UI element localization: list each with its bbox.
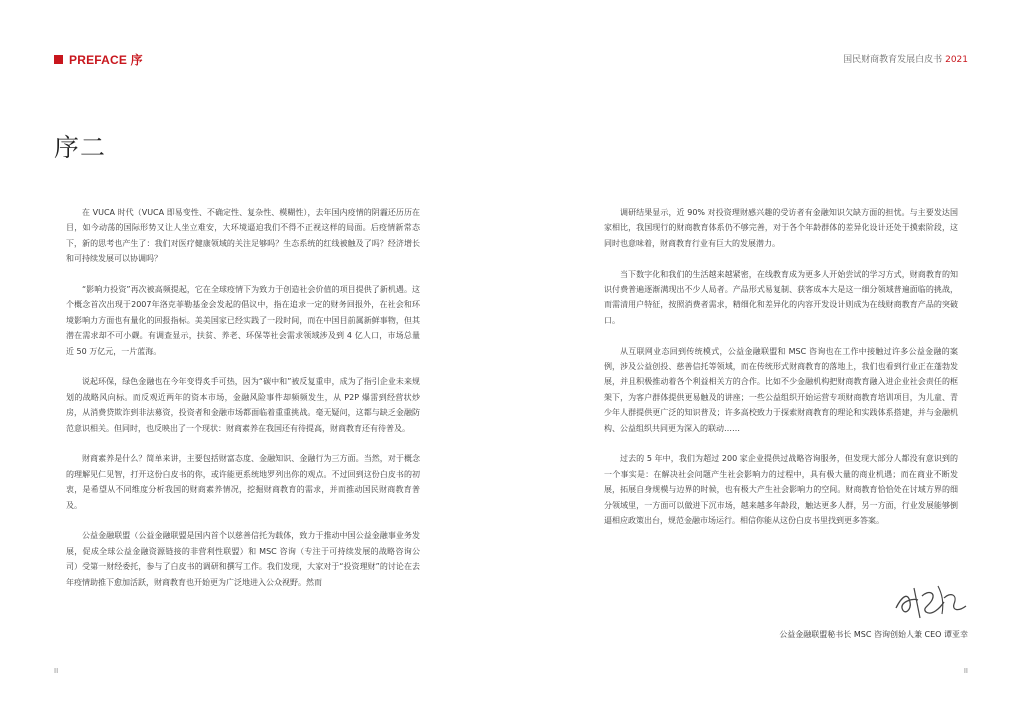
right-paragraph: 当下数字化和我们的生活越来越紧密，在线教育成为更多人开始尝试的学习方式，财商教育的知识付费普遍逐渐满现出不少人局者。产品形式易复制、获客成本大是这一细分领域普遍面临的挑战，而需清用户特征，按照消费者需求，精细化和差异化的内容开发设计则成为在线财商教育产品的突破口。 [604, 269, 958, 325]
left-paragraph: “影响力投资”再次被高频提起，它在全球疫情下为致力于创造社会价值的项目提供了新机遇。这个概念首次出现于2007年洛克菲勒基金会发起的倡议中，指在追求一定的财务回报外，在社会和环境影响力方面也有量化的回报指标。美美国家已经实践了一段时间，而在中国目前属新鲜事物，但其潜在需求却不可小觑。有调查显示，扶贫、养老、环保等社会需求领域涉及到 4 亿人口，市场总量近 50 万亿元，一片蓝海。 [66, 285, 420, 356]
left-column [66, 205, 420, 605]
left-paragraph: 公益金融联盟（公益金融联盟是国内首个以慈善信托为载体，致力于推动中国公益金融事业务发展，促成全球公益金融资源链接的非营利性联盟）和 MSC 咨询（专注于可持续发展的战略咨询公司）受第一财经委托，参与了白皮书的调研和撰写工作。我们发现，大家对于“投资理财”的讨论在去年疫情助推下愈加活跃，财商教育也开始更为广泛地进入公众视野。然而 [66, 531, 420, 587]
right-paragraph: 从互联网业态回到传统模式，公益金融联盟和 MSC 咨询也在工作中接触过许多公益金融的案例，涉及公益创投、慈善信托等领域，而在传统形式财商教育的落地上，我们也看到行业正在蓬勃发展，并且积极推动着各个利益相关方的合作。比如不少金融机构把财商教育融入进企业社会责任的框架下，为客户群体提供更易触及的讲座；一些公益组织开始运营专项财商教育培训项目，为儿童、青少年人群提供更广泛的知识普及；许多高校致力于探索财商教育的理论和实践体系搭建，并与金融机构、公益组织共同更为深入的联动…… [604, 346, 958, 433]
left-paragraph: 财商素养是什么？简单来讲，主要包括财富态度、金融知识、金融行为三方面。当然，对于概念的理解见仁见智，打开这份白皮书的你，或许能更系统地罗列出你的观点。不过回到这份白皮书的初衷，是希望从不同维度分析我国的财商素养情况，挖掘财商教育的需求，并而推动国民财商教育普及。 [66, 454, 420, 510]
left-paragraph: 在 VUCA 时代（VUCA 即易变性、不确定性、复杂性、模糊性），去年国内疫情的阴霾还历历在目，如今动荡的国际形势又让人坐立难安，大环境逼迫我们不得不正视这样的局面。后疫情新常态下，新的思考也产生了：我们对医疗健康领域的关注足够吗？生态系统的红线被触及了吗？经济增长和可持续发展可以协调吗？ [66, 208, 420, 264]
signature-byline: 公益金融联盟秘书长 MSC 咨询创始人兼 CEO 谭亚幸 [779, 630, 968, 639]
red-square-icon [54, 55, 63, 64]
header-section-label [54, 51, 143, 68]
page-number-right: II [963, 667, 968, 675]
page-title: 序二 [54, 133, 107, 162]
section-label: PREFACE 序 [69, 53, 143, 67]
right-column [604, 205, 958, 544]
right-paragraph: 过去的 5 年中，我们为超过 200 家企业提供过战略咨询服务，但发现大部分人都没有意识到的一个事实是：在解决社会问题产生社会影响力的过程中，具有极大量的商业机遇；而在商业不断发展，拓展自身规模与边界的时候，也有极大产生社会影响力的空间。财商教育恰恰处在讨域方界的细分领域里，一方面可以做进下沉市场，越来越多年龄段，触达更多人群，另一方面，行业发展能够倒逼相应政策出台，规范金融市场运行。相信你能从这份白皮书里找到更多答案。 [604, 454, 958, 526]
book-title: 国民财商教育发展白皮书 [843, 55, 943, 65]
book-year: 2021 [945, 55, 968, 65]
header-book-title [843, 52, 968, 65]
handwritten-signature-icon [892, 578, 972, 624]
right-paragraph: 调研结果显示，近 90% 对投资理财感兴趣的受访者有金融知识欠缺方面的担忧。与主要发达国家相比，我国现行的财商教育体系仍不够完善，对于各个年龄群体的差异化设计还处于摸索阶段，这同时也意味着，财商教育行业有巨大的发展潜力。 [604, 208, 958, 248]
left-paragraph: 说起环保，绿色金融也在今年变得炙手可热，因为“碳中和”被反复重申，成为了指引企业未来规划的战略风向标。而反观近两年的资本市场，金融风险事件却频频发生，从 P2P 爆雷到经营状炒房，从消费贷欺诈到非法募资，投资者和金融市场都面临着重重挑战。毫无疑问，这都与缺乏金融防范意识相关。但同时，也反映出了一个现状：财商素养在我国还有待提高，财商教育还有待普及。 [66, 377, 420, 433]
page-number-left: II [54, 667, 59, 675]
